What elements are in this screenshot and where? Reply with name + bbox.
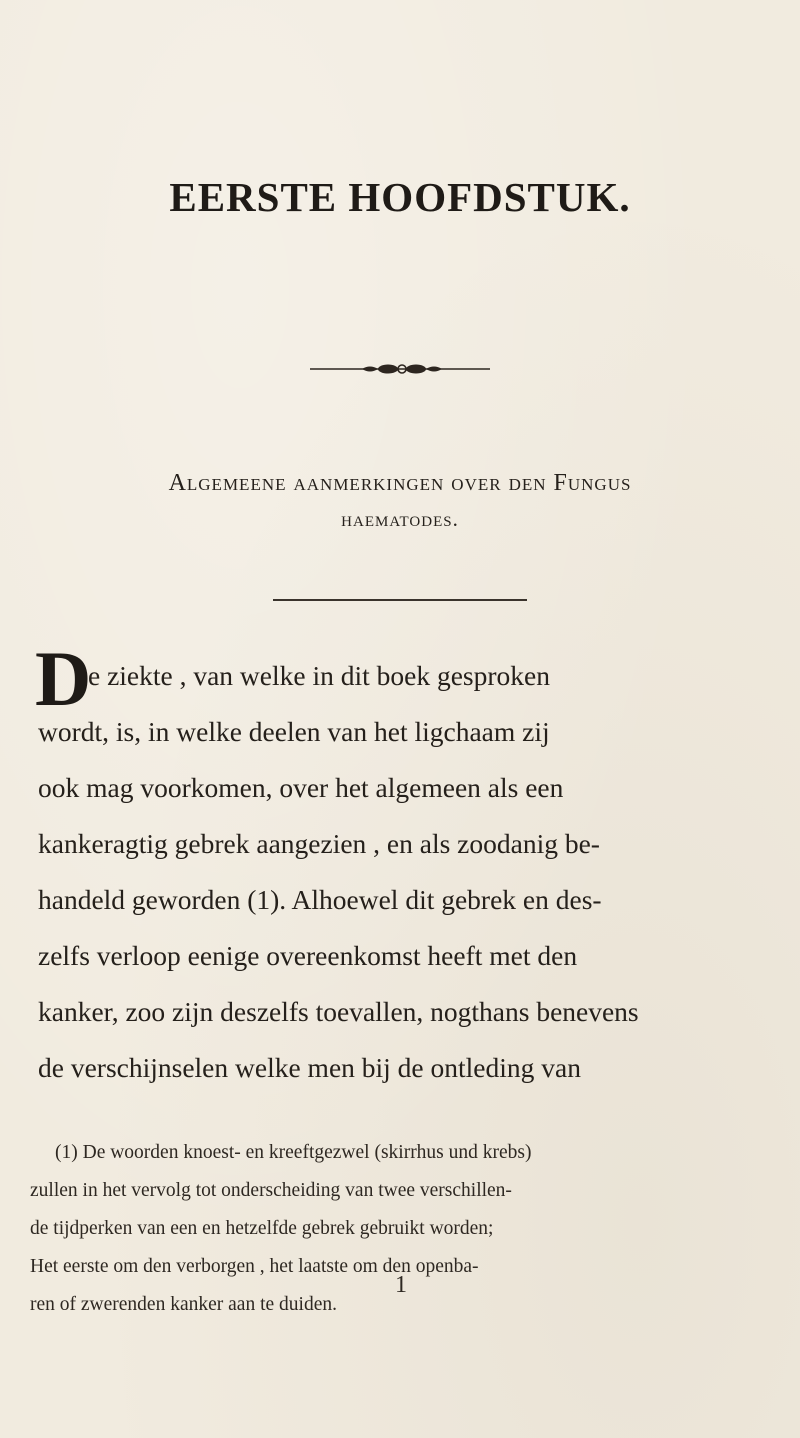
body-line: kanker, zoo zijn deszelfs toevallen, nogthans benevens xyxy=(38,996,639,1027)
body-line: handeld geworden (1). Alhoewel dit gebrek en des- xyxy=(38,884,602,915)
chapter-title: EERSTE HOOFDSTUK. xyxy=(169,174,631,220)
body-line: e ziekte , van welke in dit boek gesproken xyxy=(88,660,550,691)
footnote-line: (1) De woorden knoest- en kreeftgezwel (skirrhus und krebs) xyxy=(55,1142,532,1163)
section-heading-line-2: haematodes. xyxy=(341,507,459,531)
footnote-line: de tijdperken van een en hetzelfde gebrek gebruikt worden; xyxy=(30,1218,494,1239)
horizontal-rule xyxy=(273,599,527,601)
section-heading-line-1: Algemeene aanmerkingen over den Fungus xyxy=(168,470,632,496)
signature-mark: 1 xyxy=(395,1272,407,1298)
body-line: kankeragtig gebrek aangezien , en als zoodanig be- xyxy=(38,828,600,859)
footnote-line: zullen in het vervolg tot onderscheiding van twee verschillen- xyxy=(30,1180,512,1201)
body-line: ook mag voorkomen, over het algemeen als een xyxy=(38,772,564,803)
drop-cap: D xyxy=(35,635,92,722)
footnote-line: Het eerste om den verborgen , het laatste om den openba- xyxy=(30,1256,479,1277)
ornament-divider xyxy=(310,362,490,376)
footnote-line: ren of zwerenden kanker aan te duiden. xyxy=(30,1294,337,1315)
body-line: de verschijnselen welke men bij de ontleding van xyxy=(38,1052,581,1083)
body-line: wordt, is, in welke deelen van het ligchaam zij xyxy=(38,716,550,747)
body-line: zelfs verloop eenige overeenkomst heeft met den xyxy=(38,940,578,971)
